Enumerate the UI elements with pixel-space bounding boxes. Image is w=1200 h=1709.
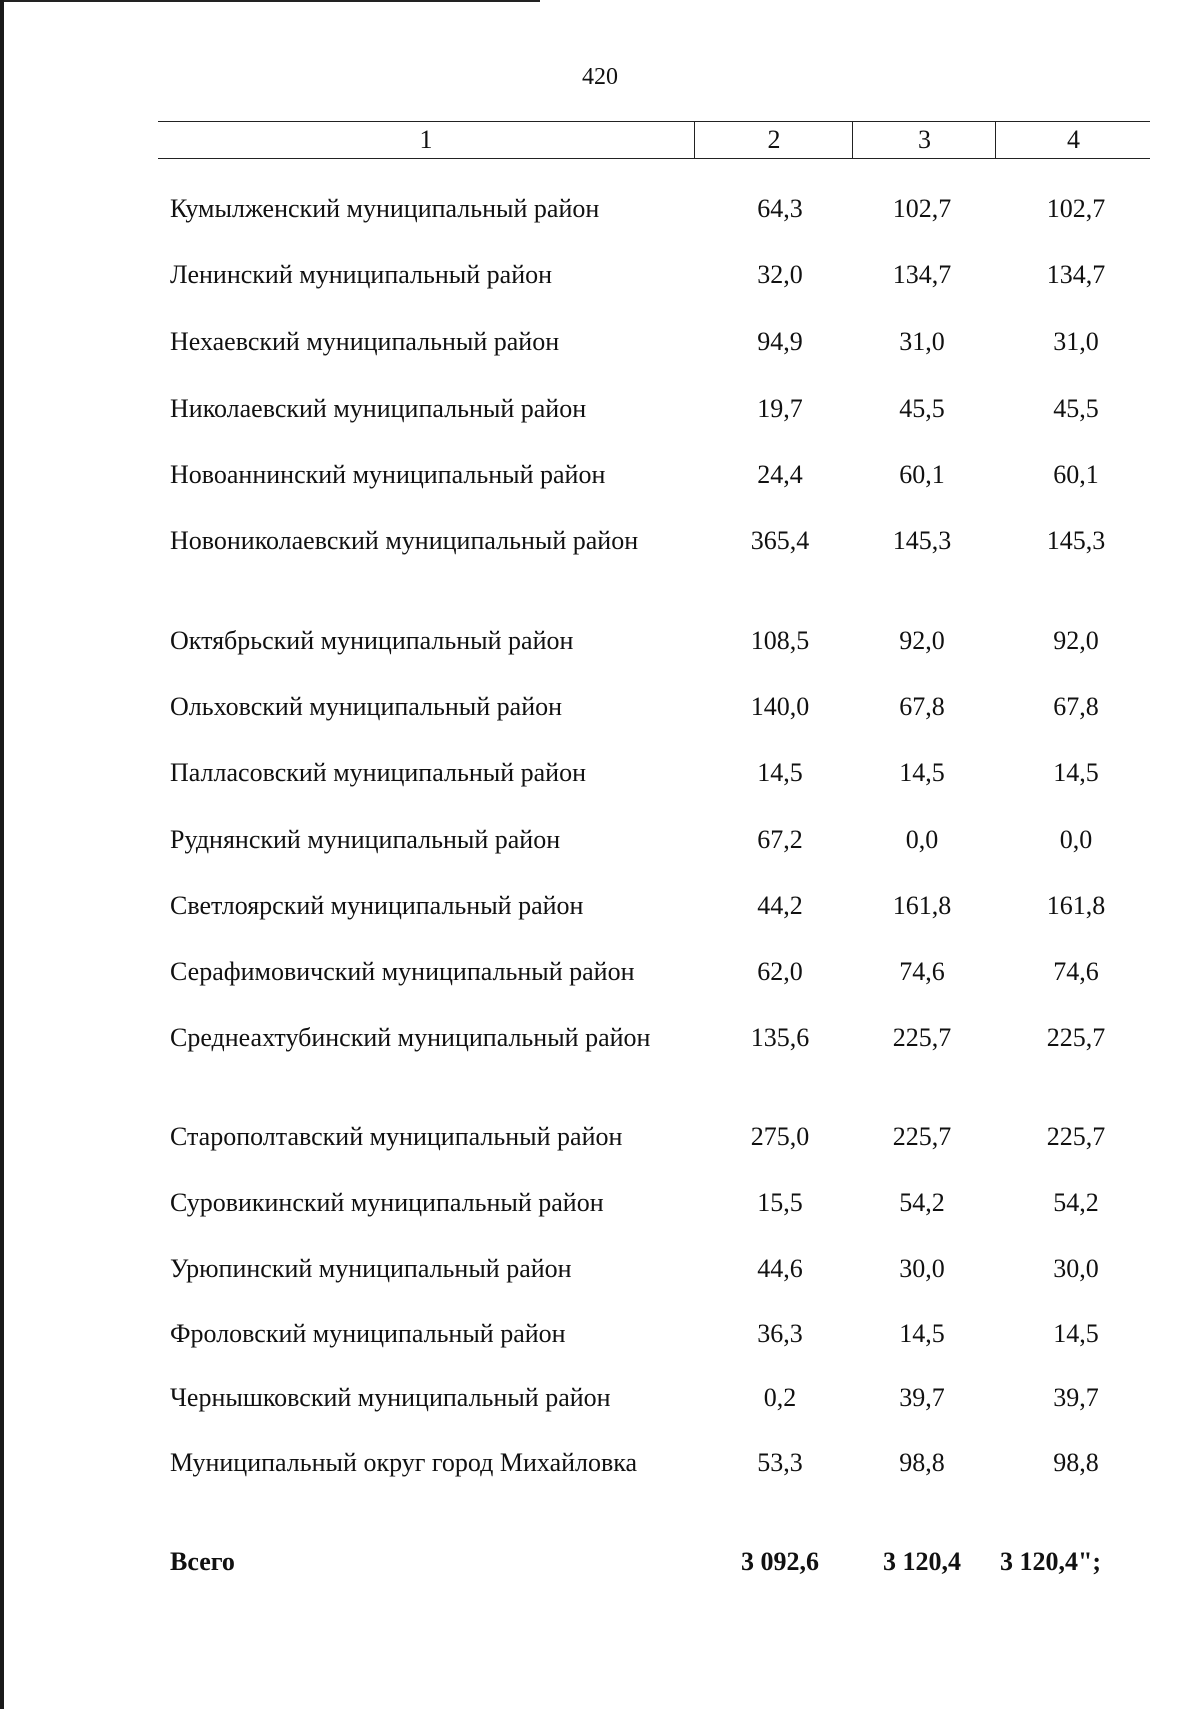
value-col-3: 92,0 <box>899 626 945 655</box>
district-name: Николаевский муниципальный район <box>170 394 587 423</box>
scan-left-edge <box>0 0 4 1709</box>
value-col-4: 14,5 <box>1053 1319 1099 1348</box>
total-label: Всего <box>170 1547 235 1576</box>
district-name: Палласовский муниципальный район <box>170 758 586 787</box>
value-col-3: 74,6 <box>899 957 945 986</box>
district-name: Светлоярский муниципальный район <box>170 891 584 920</box>
value-col-3: 45,5 <box>899 394 945 423</box>
value-col-3: 0,0 <box>905 825 939 854</box>
value-col-3: 225,7 <box>892 1122 952 1151</box>
value-col-4: 54,2 <box>1053 1188 1099 1217</box>
value-col-4: 134,7 <box>1046 260 1106 289</box>
value-col-2: 64,3 <box>757 194 803 223</box>
district-name: Старополтавский муниципальный район <box>170 1122 623 1151</box>
value-col-4: 0,0 <box>1059 825 1093 854</box>
district-name: Фроловский муниципальный район <box>170 1319 566 1348</box>
value-col-2: 140,0 <box>750 692 810 721</box>
value-col-2: 108,5 <box>750 626 810 655</box>
value-col-2: 365,4 <box>750 526 810 555</box>
value-col-3: 60,1 <box>899 460 945 489</box>
value-col-4: 39,7 <box>1053 1383 1099 1412</box>
value-col-2: 53,3 <box>757 1448 803 1477</box>
value-col-3: 14,5 <box>899 758 945 787</box>
value-col-4: 225,7 <box>1046 1122 1106 1151</box>
district-name: Урюпинский муниципальный район <box>170 1254 572 1283</box>
district-name: Нехаевский муниципальный район <box>170 327 560 356</box>
value-col-3: 54,2 <box>899 1188 945 1217</box>
scan-top-line <box>0 0 540 2</box>
value-col-3: 67,8 <box>899 692 945 721</box>
value-col-4: 98,8 <box>1053 1448 1099 1477</box>
value-col-3: 98,8 <box>899 1448 945 1477</box>
district-name: Ольховский муниципальный район <box>170 692 563 721</box>
value-col-4: 161,8 <box>1046 891 1106 920</box>
value-col-2: 19,7 <box>757 394 803 423</box>
page-number: 420 <box>582 64 618 90</box>
district-name: Серафимовичский муниципальный район <box>170 957 635 986</box>
value-col-2: 24,4 <box>757 460 803 489</box>
district-name: Муниципальный округ город Михайловка <box>170 1448 638 1477</box>
value-col-3: 30,0 <box>899 1254 945 1283</box>
district-name: Ленинский муниципальный район <box>170 260 553 289</box>
district-name: Чернышковский муниципальный район <box>170 1383 611 1412</box>
value-col-4: 14,5 <box>1053 758 1099 787</box>
district-name: Новониколаевский муниципальный район <box>170 526 639 555</box>
total-col-3: 3 120,4 <box>883 1547 961 1576</box>
value-col-4: 225,7 <box>1046 1023 1106 1052</box>
district-name: Руднянский муниципальный район <box>170 825 561 854</box>
value-col-2: 44,2 <box>757 891 803 920</box>
value-col-4: 67,8 <box>1053 692 1099 721</box>
value-col-3: 225,7 <box>892 1023 952 1052</box>
value-col-4: 31,0 <box>1053 327 1099 356</box>
value-col-2: 0,2 <box>763 1383 797 1412</box>
value-col-4: 102,7 <box>1046 194 1106 223</box>
table-header <box>158 121 1150 159</box>
value-col-3: 145,3 <box>892 526 952 555</box>
value-col-4: 30,0 <box>1053 1254 1099 1283</box>
value-col-3: 102,7 <box>892 194 952 223</box>
value-col-4: 60,1 <box>1053 460 1099 489</box>
total-col-4: 3 120,4"; <box>1000 1547 1102 1576</box>
value-col-2: 36,3 <box>757 1319 803 1348</box>
value-col-2: 15,5 <box>757 1188 803 1217</box>
value-col-2: 32,0 <box>757 260 803 289</box>
value-col-4: 74,6 <box>1053 957 1099 986</box>
district-name: Кумылженский муниципальный район <box>170 194 600 223</box>
value-col-3: 14,5 <box>899 1319 945 1348</box>
value-col-2: 14,5 <box>757 758 803 787</box>
value-col-2: 67,2 <box>757 825 803 854</box>
value-col-3: 39,7 <box>899 1383 945 1412</box>
header-col-3: 3 <box>852 122 996 158</box>
header-col-2: 2 <box>694 122 853 158</box>
header-col-1: 1 <box>419 125 433 154</box>
value-col-2: 135,6 <box>750 1023 810 1052</box>
value-col-4: 145,3 <box>1046 526 1106 555</box>
district-name: Среднеахтубинский муниципальный район <box>170 1023 651 1052</box>
value-col-2: 62,0 <box>757 957 803 986</box>
district-name: Суровикинский муниципальный район <box>170 1188 604 1217</box>
header-col-4: 4 <box>995 122 1151 158</box>
value-col-2: 44,6 <box>757 1254 803 1283</box>
district-name: Октябрьский муниципальный район <box>170 626 574 655</box>
value-col-3: 31,0 <box>899 327 945 356</box>
district-name: Новоаннинский муниципальный район <box>170 460 606 489</box>
value-col-3: 134,7 <box>892 260 952 289</box>
value-col-2: 94,9 <box>757 327 803 356</box>
value-col-4: 45,5 <box>1053 394 1099 423</box>
value-col-2: 275,0 <box>750 1122 810 1151</box>
total-col-2: 3 092,6 <box>741 1547 819 1576</box>
value-col-3: 161,8 <box>892 891 952 920</box>
value-col-4: 92,0 <box>1053 626 1099 655</box>
